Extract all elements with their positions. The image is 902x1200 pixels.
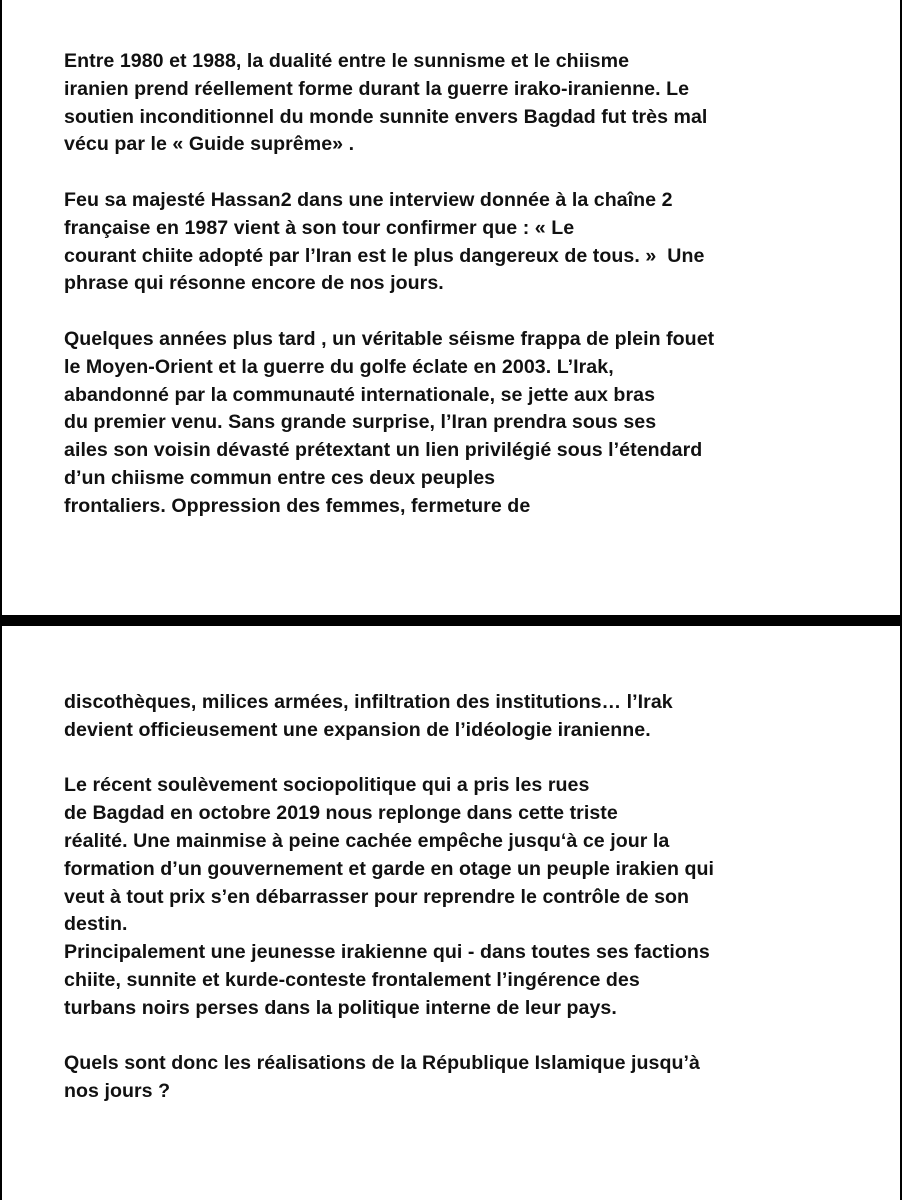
text-line: d’un chiisme commun entre ces deux peuples xyxy=(64,466,496,489)
text-line: discothèques, milices armées, infiltration des institutions… l’Irak xyxy=(64,691,673,713)
page-1-text xyxy=(64,48,854,521)
page-2-text xyxy=(64,689,854,1106)
text-line: Quels sont donc les réalisations de la République Islamique jusqu’à xyxy=(64,1052,700,1075)
text-line: frontaliers. Oppression des femmes, fermeture de xyxy=(64,494,531,517)
text-line: vécu par le « Guide suprême» . xyxy=(64,133,355,156)
text-line: nos jours ? xyxy=(64,1080,171,1103)
text-line: de Bagdad en octobre 2019 nous replonge dans cette triste xyxy=(64,802,618,825)
text-line: Quelques années plus tard , un véritable séisme frappa de plein fouet xyxy=(64,327,715,350)
page-separator xyxy=(0,617,902,624)
text-line: Feu sa majesté Hassan2 dans une interview donnée à la chaîne 2 xyxy=(64,188,673,211)
paragraph xyxy=(64,772,854,1022)
text-line: chiite, sunnite et kurde-conteste frontalement l’ingérence des xyxy=(64,968,640,991)
text-line: turbans noirs perses dans la politique interne de leur pays. xyxy=(64,996,617,1019)
text-line: courant chiite adopté par l’Iran est le plus dangereux de tous. » Une xyxy=(64,244,705,267)
text-line: veut à tout prix s’en débarrasser pour reprendre le contrôle de son xyxy=(64,885,690,908)
text-line: réalité. Une mainmise à peine cachée empêche jusqu‘à ce jour la xyxy=(64,829,670,852)
paragraph xyxy=(64,689,854,745)
text-line: phrase qui résonne encore de nos jours. xyxy=(64,272,444,295)
paragraph xyxy=(64,187,854,298)
text-line: le Moyen-Orient et la guerre du golfe éclate en 2003. L’Irak, xyxy=(64,355,614,378)
paragraph xyxy=(64,48,854,159)
text-line: iranien prend réellement forme durant la guerre irako-iranienne. Le xyxy=(64,77,690,100)
text-line: française en 1987 vient à son tour confirmer que : « Le xyxy=(64,216,575,239)
text-line: soutien inconditionnel du monde sunnite envers Bagdad fut très mal xyxy=(64,105,708,128)
paragraph xyxy=(64,326,854,521)
text-line: Le récent soulèvement sociopolitique qui a pris les rues xyxy=(64,774,590,797)
paragraph xyxy=(64,1050,854,1106)
text-line: destin. xyxy=(64,913,128,936)
text-line: du premier venu. Sans grande surprise, l’Iran prendra sous ses xyxy=(64,411,657,434)
text-line: Entre 1980 et 1988, la dualité entre le sunnisme et le chiisme xyxy=(64,50,630,72)
text-line: Principalement une jeunesse irakienne qui - dans toutes ses factions xyxy=(64,941,710,964)
page-2 xyxy=(0,624,902,1200)
text-line: devient officieusement une expansion de l’idéologie iranienne. xyxy=(64,718,651,741)
text-line: formation d’un gouvernement et garde en otage un peuple irakien qui xyxy=(64,857,715,880)
text-line: abandonné par la communauté internationale, se jette aux bras xyxy=(64,383,656,406)
text-line: ailes son voisin dévasté prétextant un lien privilégié sous l’étendard xyxy=(64,439,703,462)
